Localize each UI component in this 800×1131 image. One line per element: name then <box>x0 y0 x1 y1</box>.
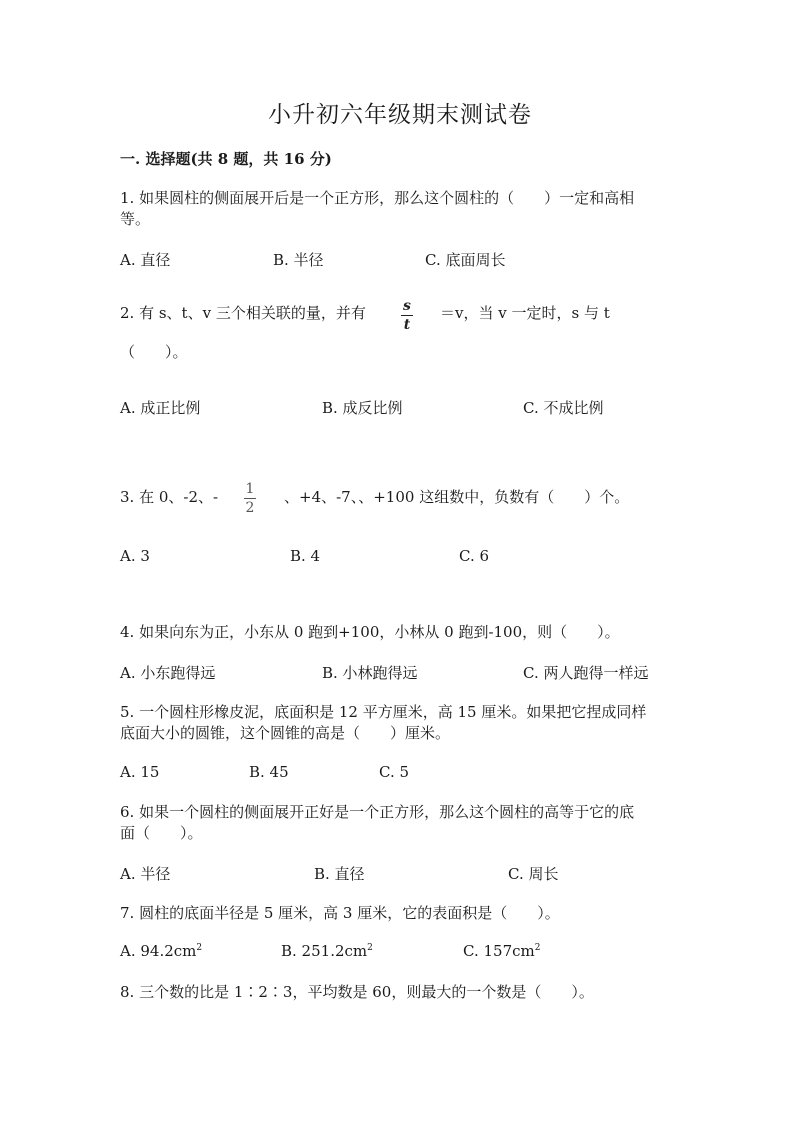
question-6-line-2: 面（ ）。 <box>120 824 203 842</box>
question-1-option-c: C. 底面周长 <box>425 251 506 269</box>
question-2-line-2: （ ）。 <box>120 343 188 361</box>
question-7-option-a <box>120 942 202 960</box>
fraction-numerator: 1 <box>245 481 255 497</box>
question-2-option-b: B. 成反比例 <box>322 399 403 417</box>
fraction-one-half <box>244 481 256 516</box>
fraction-bar <box>401 315 413 316</box>
option-text: C. 157cm <box>463 942 535 960</box>
unit-superscript: 2 <box>367 943 373 953</box>
question-1-line-2: 等。 <box>120 210 151 228</box>
question-5-line-2: 底面大小的圆锥，这个圆锥的高是（ ）厘米。 <box>120 724 451 742</box>
question-7-option-c <box>463 942 540 960</box>
question-4-line-1: 4. 如果向东为正，小东从 0 跑到+100，小林从 0 跑到-100，则（ ）。 <box>120 623 620 641</box>
section-heading: 一. 选择题(共 8 题，共 16 分) <box>120 150 332 168</box>
unit-superscript: 2 <box>534 943 541 953</box>
fraction-s-over-t <box>401 298 413 333</box>
question-6-option-c: C. 周长 <box>508 865 559 883</box>
fraction-bar <box>244 498 256 499</box>
question-7-option-b <box>281 942 373 960</box>
question-2-option-a: A. 成正比例 <box>120 399 201 417</box>
unit-superscript: 2 <box>196 943 203 953</box>
question-2-option-c: C. 不成比例 <box>523 399 604 417</box>
fraction-numerator: s <box>403 298 411 314</box>
question-1-option-b: B. 半径 <box>273 251 324 269</box>
option-text: B. 251.2cm <box>281 942 368 960</box>
question-5-option-b: B. 45 <box>249 763 289 781</box>
question-4-option-c: C. 两人跑得一样远 <box>523 664 649 682</box>
question-1-option-a: A. 直径 <box>120 251 171 269</box>
question-5-option-c: C. 5 <box>379 763 410 781</box>
question-5-line-1: 5. 一个圆柱形橡皮泥，底面积是 12 平方厘米，高 15 厘米。如果把它捏成同样 <box>120 703 647 721</box>
question-3-option-b: B. 4 <box>290 547 321 565</box>
question-6-line-1: 6. 如果一个圆柱的侧面展开正好是一个正方形，那么这个圆柱的高等于它的底 <box>120 803 635 821</box>
question-3-option-a: A. 3 <box>120 547 150 565</box>
question-6-option-a: A. 半径 <box>120 865 171 883</box>
question-4-option-b: B. 小林跑得远 <box>322 664 418 682</box>
question-1-line-1: 1. 如果圆柱的侧面展开后是一个正方形，那么这个圆柱的（ ）一定和高相 <box>120 189 635 207</box>
question-3-option-c: C. 6 <box>459 547 490 565</box>
question-2-line-1-pre: 2. 有 s、t、v 三个相关联的量，并有 <box>120 304 366 322</box>
question-3-line-1-pre: 3. 在 0、-2、- <box>120 488 219 506</box>
question-7-line-1: 7. 圆柱的底面半径是 5 厘米，高 3 厘米，它的表面积是（ ）。 <box>120 904 560 922</box>
page-title: 小升初六年级期末测试卷 <box>268 102 532 128</box>
question-2-line-1-post: ＝v，当 v 一定时，s 与 t <box>440 304 610 322</box>
question-3-line-1-post: 、+4、-7、、+100 这组数中，负数有（ ）个。 <box>284 488 630 506</box>
question-8-line-1: 8. 三个数的比是 1∶2∶3，平均数是 60，则最大的一个数是（ ）。 <box>120 983 594 1001</box>
question-6-option-b: B. 直径 <box>314 865 365 883</box>
fraction-denominator: 2 <box>245 500 255 516</box>
fraction-denominator: t <box>403 317 411 333</box>
question-4-option-a: A. 小东跑得远 <box>120 664 216 682</box>
option-text: A. 94.2cm <box>120 942 197 960</box>
question-5-option-a: A. 15 <box>120 763 160 781</box>
